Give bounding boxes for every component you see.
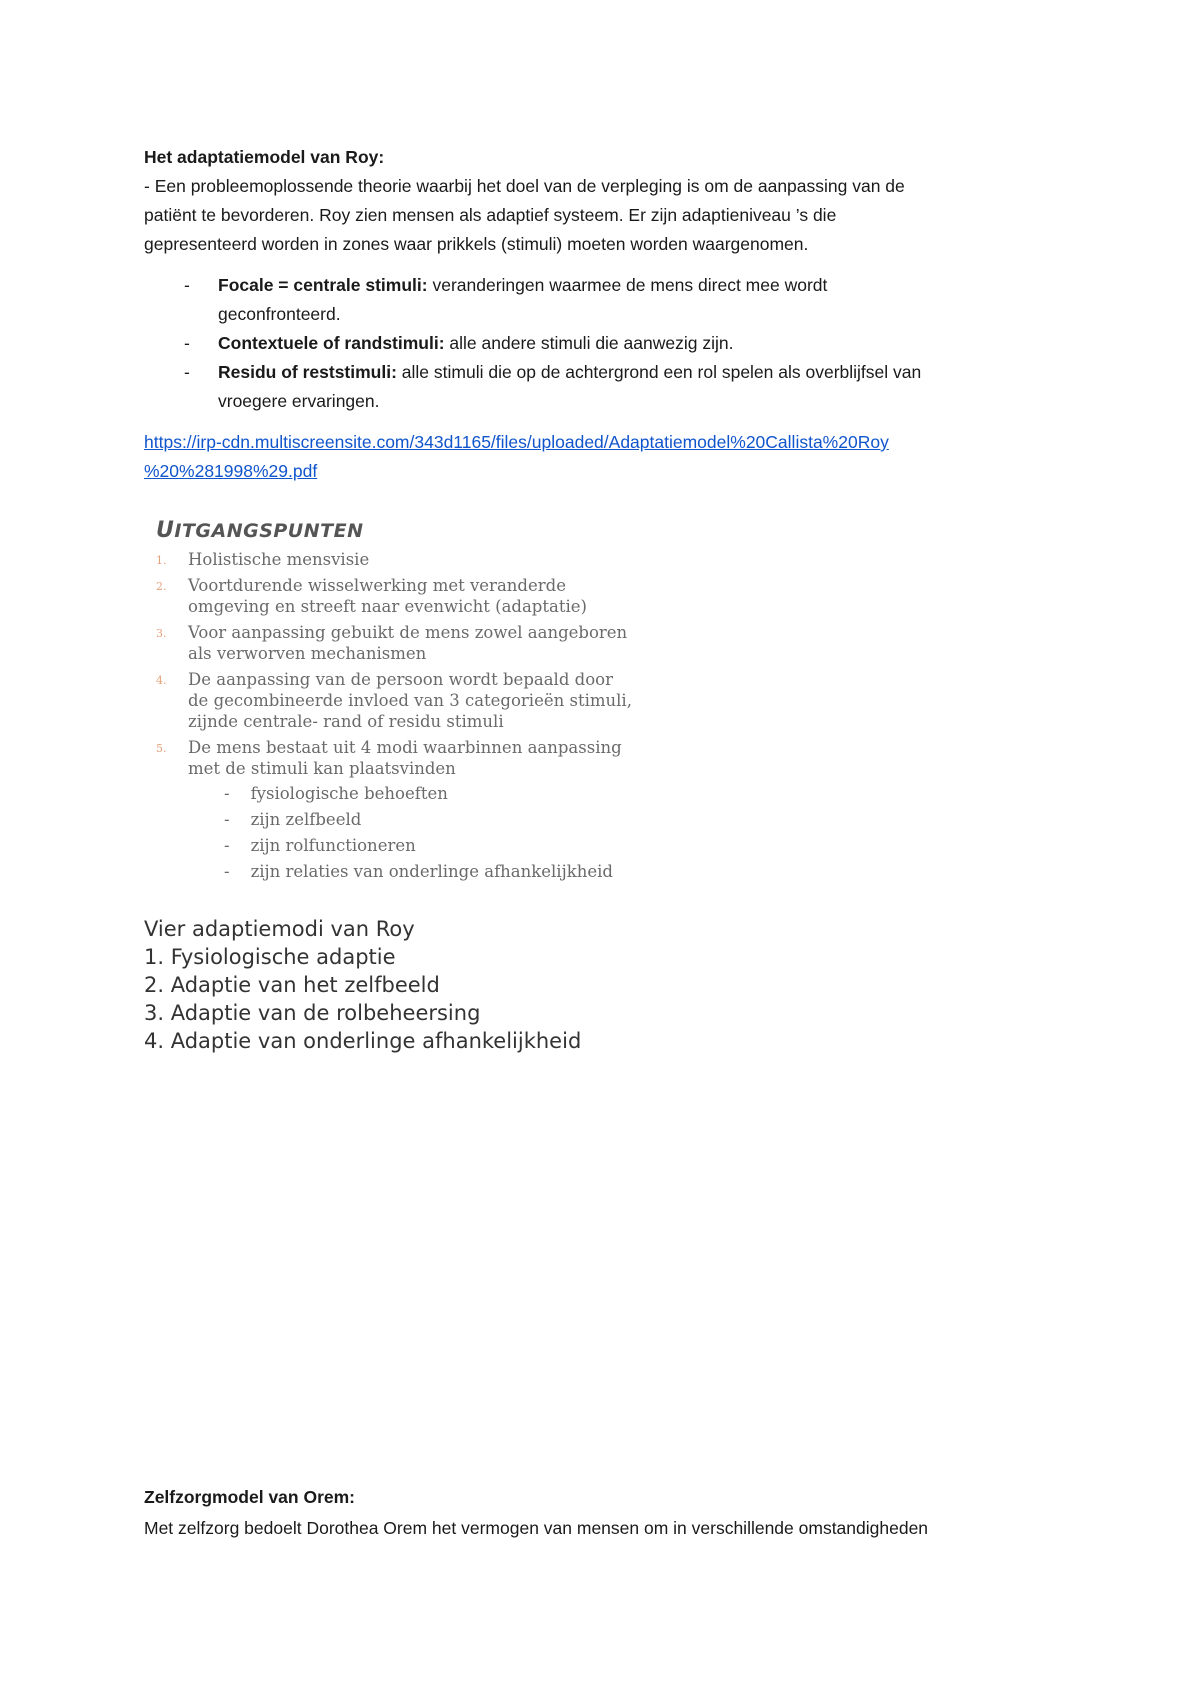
stimulus-term: Residu of reststimuli: (218, 362, 397, 382)
roy-intro-line: gepresenteerd worden in zones waar prikkels (stimuli) moeten worden waargenomen. (144, 234, 809, 254)
sub-item-text: zijn relaties van onderlinge afhankelijkheid (250, 862, 613, 881)
sub-item (188, 783, 672, 804)
pdf-link[interactable] (144, 428, 1064, 486)
modi-item: 3. Adaptie van de rolbeheersing (144, 1001, 481, 1025)
list-item (152, 669, 672, 732)
item-number: 3. (156, 627, 167, 640)
list-item (152, 549, 672, 570)
link-text[interactable]: %20%281998%29.pdf (144, 461, 318, 481)
stimulus-term: Focale = centrale stimuli: (218, 275, 428, 295)
item-number: 4. (156, 674, 167, 687)
modi-item: 1. Fysiologische adaptie (144, 945, 396, 969)
list-item (144, 329, 1064, 358)
sub-item-text: zijn zelfbeeld (250, 810, 362, 829)
item-line: de gecombineerde invloed van 3 categorieën stimuli, (188, 691, 632, 710)
item-line: De aanpassing van de persoon wordt bepaald door (188, 670, 613, 689)
uitgangspunten-figure (152, 518, 672, 887)
modi-item: 4. Adaptie van onderlinge afhankelijkheid (144, 1029, 582, 1053)
stimuli-list (144, 271, 1064, 416)
modi-title: Vier adaptiemodi van Roy (144, 917, 415, 941)
sub-item (188, 861, 672, 882)
list-marker: - (224, 810, 230, 829)
list-marker: - (184, 275, 190, 295)
stimulus-text: geconfronteerd. (218, 304, 341, 324)
sub-item-text: zijn rolfunctioneren (250, 836, 416, 855)
item-number: 5. (156, 742, 167, 755)
list-item (152, 622, 672, 664)
figure-title (156, 518, 672, 543)
list-marker: - (184, 362, 190, 382)
link-text[interactable]: https://irp-cdn.multiscreensite.com/343d1165/files/uploaded/Adaptatiemodel%20Callista%20Roy (144, 432, 889, 452)
stimulus-text: veranderingen waarmee de mens direct mee wordt (427, 275, 828, 295)
item-number: 1. (156, 554, 167, 567)
list-marker: - (184, 333, 190, 353)
item-line: omgeving en streeft naar evenwicht (adaptatie) (188, 597, 587, 616)
orem-heading: Zelfzorgmodel van Orem: (144, 1487, 356, 1507)
title-rest: ITGANGSPUNTEN (174, 520, 364, 542)
stimulus-text: alle stimuli die op de achtergrond een rol spelen als overblijfsel van (396, 362, 922, 382)
item-line: als verworven mechanismen (188, 644, 427, 663)
modi-sublist (188, 783, 672, 882)
stimulus-term: Contextuele of randstimuli: (218, 333, 445, 353)
item-line: Voor aanpassing gebuikt de mens zowel aangeboren (188, 623, 628, 642)
list-item (152, 575, 672, 617)
roy-heading: Het adaptatiemodel van Roy: (144, 147, 385, 167)
stimulus-text: vroegere ervaringen. (218, 391, 380, 411)
title-initial: U (156, 518, 175, 543)
uitgangspunten-list (152, 549, 672, 882)
orem-text: Met zelfzorg bedoelt Dorothea Orem het vermogen van mensen om in verschillende omstandigheden (144, 1518, 929, 1538)
roy-section (144, 143, 1064, 486)
sub-item-text: fysiologische behoeften (250, 784, 448, 803)
item-number: 2. (156, 580, 167, 593)
item-line: Holistische mensvisie (188, 550, 370, 569)
list-marker: - (224, 784, 230, 803)
modi-item: 2. Adaptie van het zelfbeeld (144, 973, 440, 997)
list-item (152, 737, 672, 882)
item-line: zijnde centrale- rand of residu stimuli (188, 712, 504, 731)
item-line: De mens bestaat uit 4 modi waarbinnen aanpassing (188, 738, 622, 757)
roy-intro (144, 172, 1064, 259)
modi-section (144, 915, 944, 1055)
item-line: met de stimuli kan plaatsvinden (188, 759, 456, 778)
list-item (144, 271, 1064, 329)
item-line: Voortdurende wisselwerking met veranderde (188, 576, 566, 595)
orem-section (144, 1482, 1124, 1544)
list-marker: - (224, 836, 230, 855)
sub-item (188, 809, 672, 830)
roy-intro-line: - Een probleemoplossende theorie waarbij het doel van de verpleging is om de aanpassing van de (144, 176, 905, 196)
list-item (144, 358, 1064, 416)
list-marker: - (224, 862, 230, 881)
sub-item (188, 835, 672, 856)
stimulus-text: alle andere stimuli die aanwezig zijn. (444, 333, 734, 353)
roy-intro-line: patiënt te bevorderen. Roy zien mensen als adaptief systeem. Er zijn adaptieniveau ’s die (144, 205, 837, 225)
